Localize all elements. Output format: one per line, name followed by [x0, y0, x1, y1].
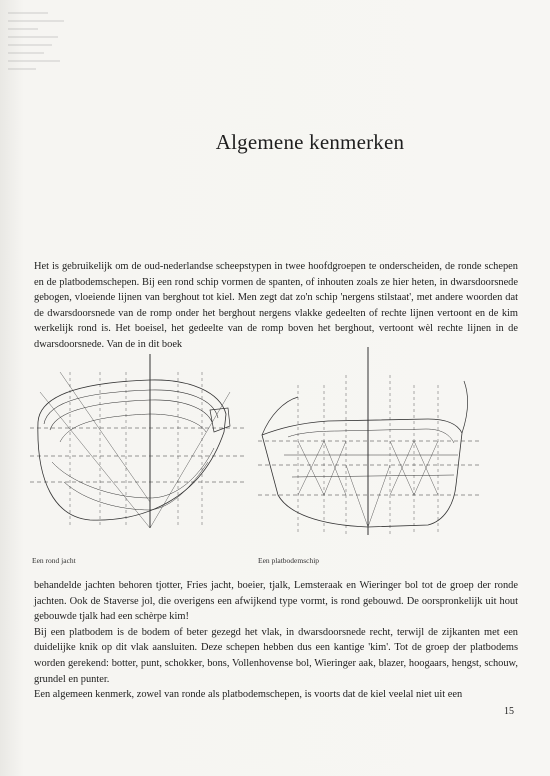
- round-yacht-hull-drawing: [30, 352, 246, 540]
- paragraph-intro: Het is gebruikelijk om de oud-nederlandse scheepstypen in twee hoofdgroepen te onderscheiden, de ronde schepen en de platbodemschepen. Bij een rond schip vormen de spanten, of inhouten zoals ze hier heten, in dwarsdoorsnede gebogen, vloeiende lijnen van berghout tot kiel. Men zegt dat zo'n schip 'nergens stilstaat', met andere woorden dat de dwarsdoorsnede van de romp onder het berghout nergens vlakke gedeelten of rechte lijnen vertoont en de kim werkelijk rond is. Het boeisel, het gedeelte van de romp boven het berghout, vertoont wèl rechte lijnen in de dwarsdoorsnede. Van de in dit boek: [34, 261, 518, 350]
- paragraph-flat-bottoms: Bij een platbodem is de bodem of beter gezegd het vlak, in dwarsdoorsnede recht, terwijl de zijkanten met een duidelijke knik op dit vlak aansluiten. Deze schepen hebben dus een kantige 'kim'. Tot de groep der platbodems worden gerekend: botter, punt, schokker, bons, Vollenhovense bol, Wieringer aak, blazer, hoogaars, hengst, schouw, grundel en punter.: [34, 626, 518, 685]
- page-number: 15: [504, 706, 514, 717]
- figure-caption-left: Een rond jacht: [32, 556, 76, 565]
- paragraph-continued: [34, 578, 518, 703]
- bleed-through-text: [8, 6, 72, 146]
- flat-bottom-ship-drawing: [258, 345, 480, 541]
- paragraph-general-feature: Een algemeen kenmerk, zowel van ronde als platbodemschepen, is voorts dat de kiel veelal niet uit een: [34, 689, 463, 701]
- paragraph-round-yachts: behandelde jachten behoren tjotter, Fries jacht, boeier, tjalk, Lemsteraak en Wieringer bol tot de groep der ronde jachten. Ook de Staverse jol, die overigens een afwijkend type vormt, is rond gebouwd. De oorspronkelijk uit hout gebouwde tjalk had een schèrpe kim!: [34, 580, 518, 623]
- chapter-heading: Algemene kenmerken: [215, 130, 405, 154]
- figure-caption-right: Een platbodemschip: [258, 556, 320, 565]
